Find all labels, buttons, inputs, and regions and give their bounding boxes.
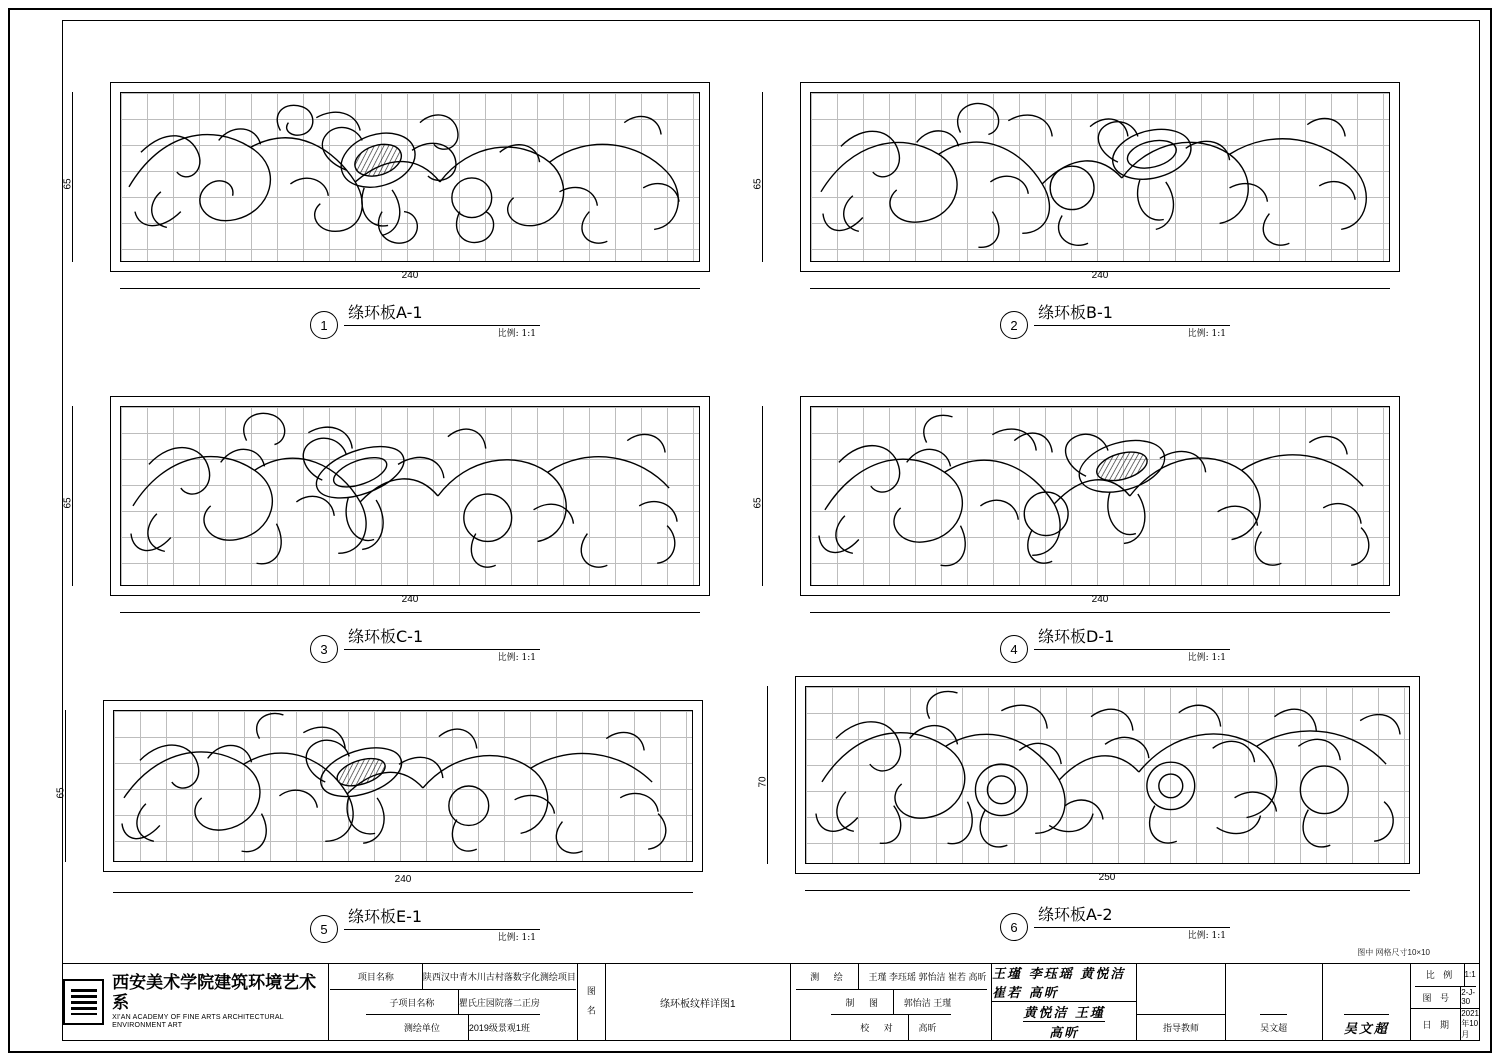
subproject-name-value: 瞿氏庄园院落二正房 [458, 997, 540, 1008]
panel-5 [55, 700, 703, 943]
panel-3-caption [310, 624, 540, 663]
table-row [366, 990, 540, 1016]
project-name-label: 项目名称 [330, 964, 423, 989]
academy-logo-icon [63, 979, 104, 1025]
panel-3-scale: 比例: 1:1 [497, 653, 536, 663]
teacher-signature-block [1323, 964, 1412, 1040]
project-name-value: 陕西汉中青木川古村落数字化测绘项目 [422, 971, 576, 982]
project-info-table [329, 964, 579, 1040]
panel-2-width-dim-label: 240 [1091, 270, 1109, 281]
institution-logo [63, 964, 329, 1040]
table-row [1411, 987, 1479, 1010]
panel-1 [62, 82, 710, 339]
panel-6-width-dim-line [805, 890, 1410, 891]
signature-column [992, 964, 1137, 1040]
drawing-meta-table [1411, 964, 1479, 1040]
drafters-value: 郭怡洁 王瑾 [903, 997, 952, 1008]
survey-unit-value: 2019级景观1班 [468, 1023, 530, 1034]
panel-4-scale: 比例: 1:1 [1187, 653, 1226, 663]
table-row [376, 1015, 530, 1040]
panel-6 [757, 676, 1420, 941]
teacher-label: 指导教师 [1137, 1014, 1225, 1040]
panel-1-height-dim-label: 65 [62, 178, 74, 190]
panel-2-inner-frame [810, 92, 1390, 262]
panel-5-number: 5 [310, 915, 338, 943]
surveyor-signature: 王瑾 李珏瑶 黄悦洁 崔若 高昕 [992, 967, 1126, 1001]
panel-3-title: 绦环板C-1 [348, 627, 424, 646]
date-value: 2021年10月 [1461, 1009, 1479, 1039]
panel-4-height-dim-label: 65 [752, 497, 764, 509]
panel-3-inner-frame [120, 406, 700, 586]
panel-3-number: 3 [310, 635, 338, 663]
panel-4-title: 绦环板D-1 [1038, 627, 1115, 646]
panel-2-carving-pattern [811, 93, 1389, 261]
institution-name-en: XI'AN ACADEMY OF FINE ARTS ARCHITECTURAL ENVIRONMENT ART [112, 1013, 284, 1029]
panel-4-number: 4 [1000, 635, 1028, 663]
teacher-block [1137, 964, 1226, 1040]
personnel-table [791, 964, 992, 1040]
panel-4-width-dim-label: 240 [1091, 594, 1109, 605]
panel-5-carving-pattern [114, 711, 692, 861]
table-row [330, 964, 576, 990]
scale-value: 1:1 [1464, 970, 1476, 980]
checker-value: 高昕 [918, 1023, 937, 1034]
panel-6-number: 6 [1000, 913, 1028, 941]
panel-1-number: 1 [310, 311, 338, 339]
checker-label: 校 对 [846, 1015, 909, 1040]
table-row [1023, 1002, 1105, 1022]
table-row [1049, 1022, 1079, 1041]
panel-2-height-dim-label: 65 [752, 178, 764, 190]
panel-3-carving-pattern [121, 407, 699, 585]
panel-2-title: 绦环板B-1 [1038, 303, 1113, 322]
scale-label: 比 例 [1415, 964, 1465, 986]
panel-5-height-dim-label: 65 [55, 787, 67, 799]
panel-6-caption [1000, 902, 1230, 941]
panel-4-inner-frame [810, 406, 1390, 586]
title-block [62, 963, 1480, 1041]
panel-5-inner-frame [113, 710, 693, 862]
teacher-name-block [1226, 964, 1323, 1040]
panel-6-carving-pattern [806, 687, 1409, 863]
panel-1-title: 绦环板A-1 [348, 303, 423, 322]
panel-1-width-dim-label: 240 [401, 270, 419, 281]
table-row [1415, 964, 1476, 987]
panel-1-width-dim-line [120, 288, 700, 289]
panel-2-caption [1000, 300, 1230, 339]
table-row [796, 964, 987, 990]
panel-3-height-dim-label: 65 [62, 497, 74, 509]
panel-2-number: 2 [1000, 311, 1028, 339]
surveyors-label: 测 绘 [796, 964, 859, 989]
drawing-number-label: 图 号 [1411, 987, 1461, 1009]
panel-5-caption [310, 904, 540, 943]
panel-5-scale: 比例: 1:1 [497, 933, 536, 943]
panel-4-caption [1000, 624, 1230, 663]
panel-4 [752, 396, 1400, 663]
panel-5-width-dim-line [113, 892, 693, 893]
checker-signature: 高昕 [1049, 1026, 1080, 1041]
drawing-name-label [578, 964, 606, 1040]
panel-2 [752, 82, 1400, 339]
panel-6-height-dim-label: 70 [757, 776, 769, 788]
teacher-signature: 吴文超 [1343, 1022, 1389, 1037]
panel-3 [62, 396, 710, 663]
panel-1-inner-frame [120, 92, 700, 262]
table-row [831, 990, 952, 1016]
panel-1-carving-pattern [121, 93, 699, 261]
panel-6-scale: 比例: 1:1 [1187, 931, 1226, 941]
drafters-label: 制 图 [831, 990, 894, 1015]
panel-6-width-dim-label: 250 [1098, 872, 1116, 883]
drawing-number-value: 2-J-30 [1461, 988, 1475, 1007]
panel-4-carving-pattern [811, 407, 1389, 585]
grid-size-note: 图中 网格尺寸10×10 [1357, 948, 1430, 957]
panel-2-scale: 比例: 1:1 [1187, 329, 1226, 339]
teacher-name: 吴文超 [1260, 1014, 1287, 1040]
surveyors-value: 王瑾 李珏瑶 郭怡洁 崔若 高昕 [868, 971, 987, 982]
panel-1-caption [310, 300, 540, 339]
drawing-name-label-text: 图 名 [585, 985, 596, 1019]
survey-unit-label: 测绘单位 [376, 1015, 469, 1040]
panel-5-title: 绦环板E-1 [348, 907, 423, 926]
panel-6-inner-frame [805, 686, 1410, 864]
table-row [846, 1015, 937, 1040]
panel-3-width-dim-line [120, 612, 700, 613]
panel-3-width-dim-label: 240 [401, 594, 419, 605]
table-row [1411, 1009, 1479, 1040]
table-row [992, 963, 1136, 1002]
drafter-signature: 黄悦洁 王瑾 [1023, 1006, 1105, 1021]
panel-2-width-dim-line [810, 288, 1390, 289]
drawing-name-value: 绦环板纹样详图1 [606, 964, 791, 1040]
panel-6-title: 绦环板A-2 [1038, 905, 1113, 924]
institution-name-cn: 西安美术学院建筑环境艺术系 [112, 973, 317, 1013]
date-label: 日 期 [1411, 1009, 1461, 1040]
panel-4-width-dim-line [810, 612, 1390, 613]
panel-5-width-dim-label: 240 [394, 874, 412, 885]
panel-1-scale: 比例: 1:1 [497, 329, 536, 339]
subproject-name-label: 子项目名称 [366, 990, 459, 1015]
